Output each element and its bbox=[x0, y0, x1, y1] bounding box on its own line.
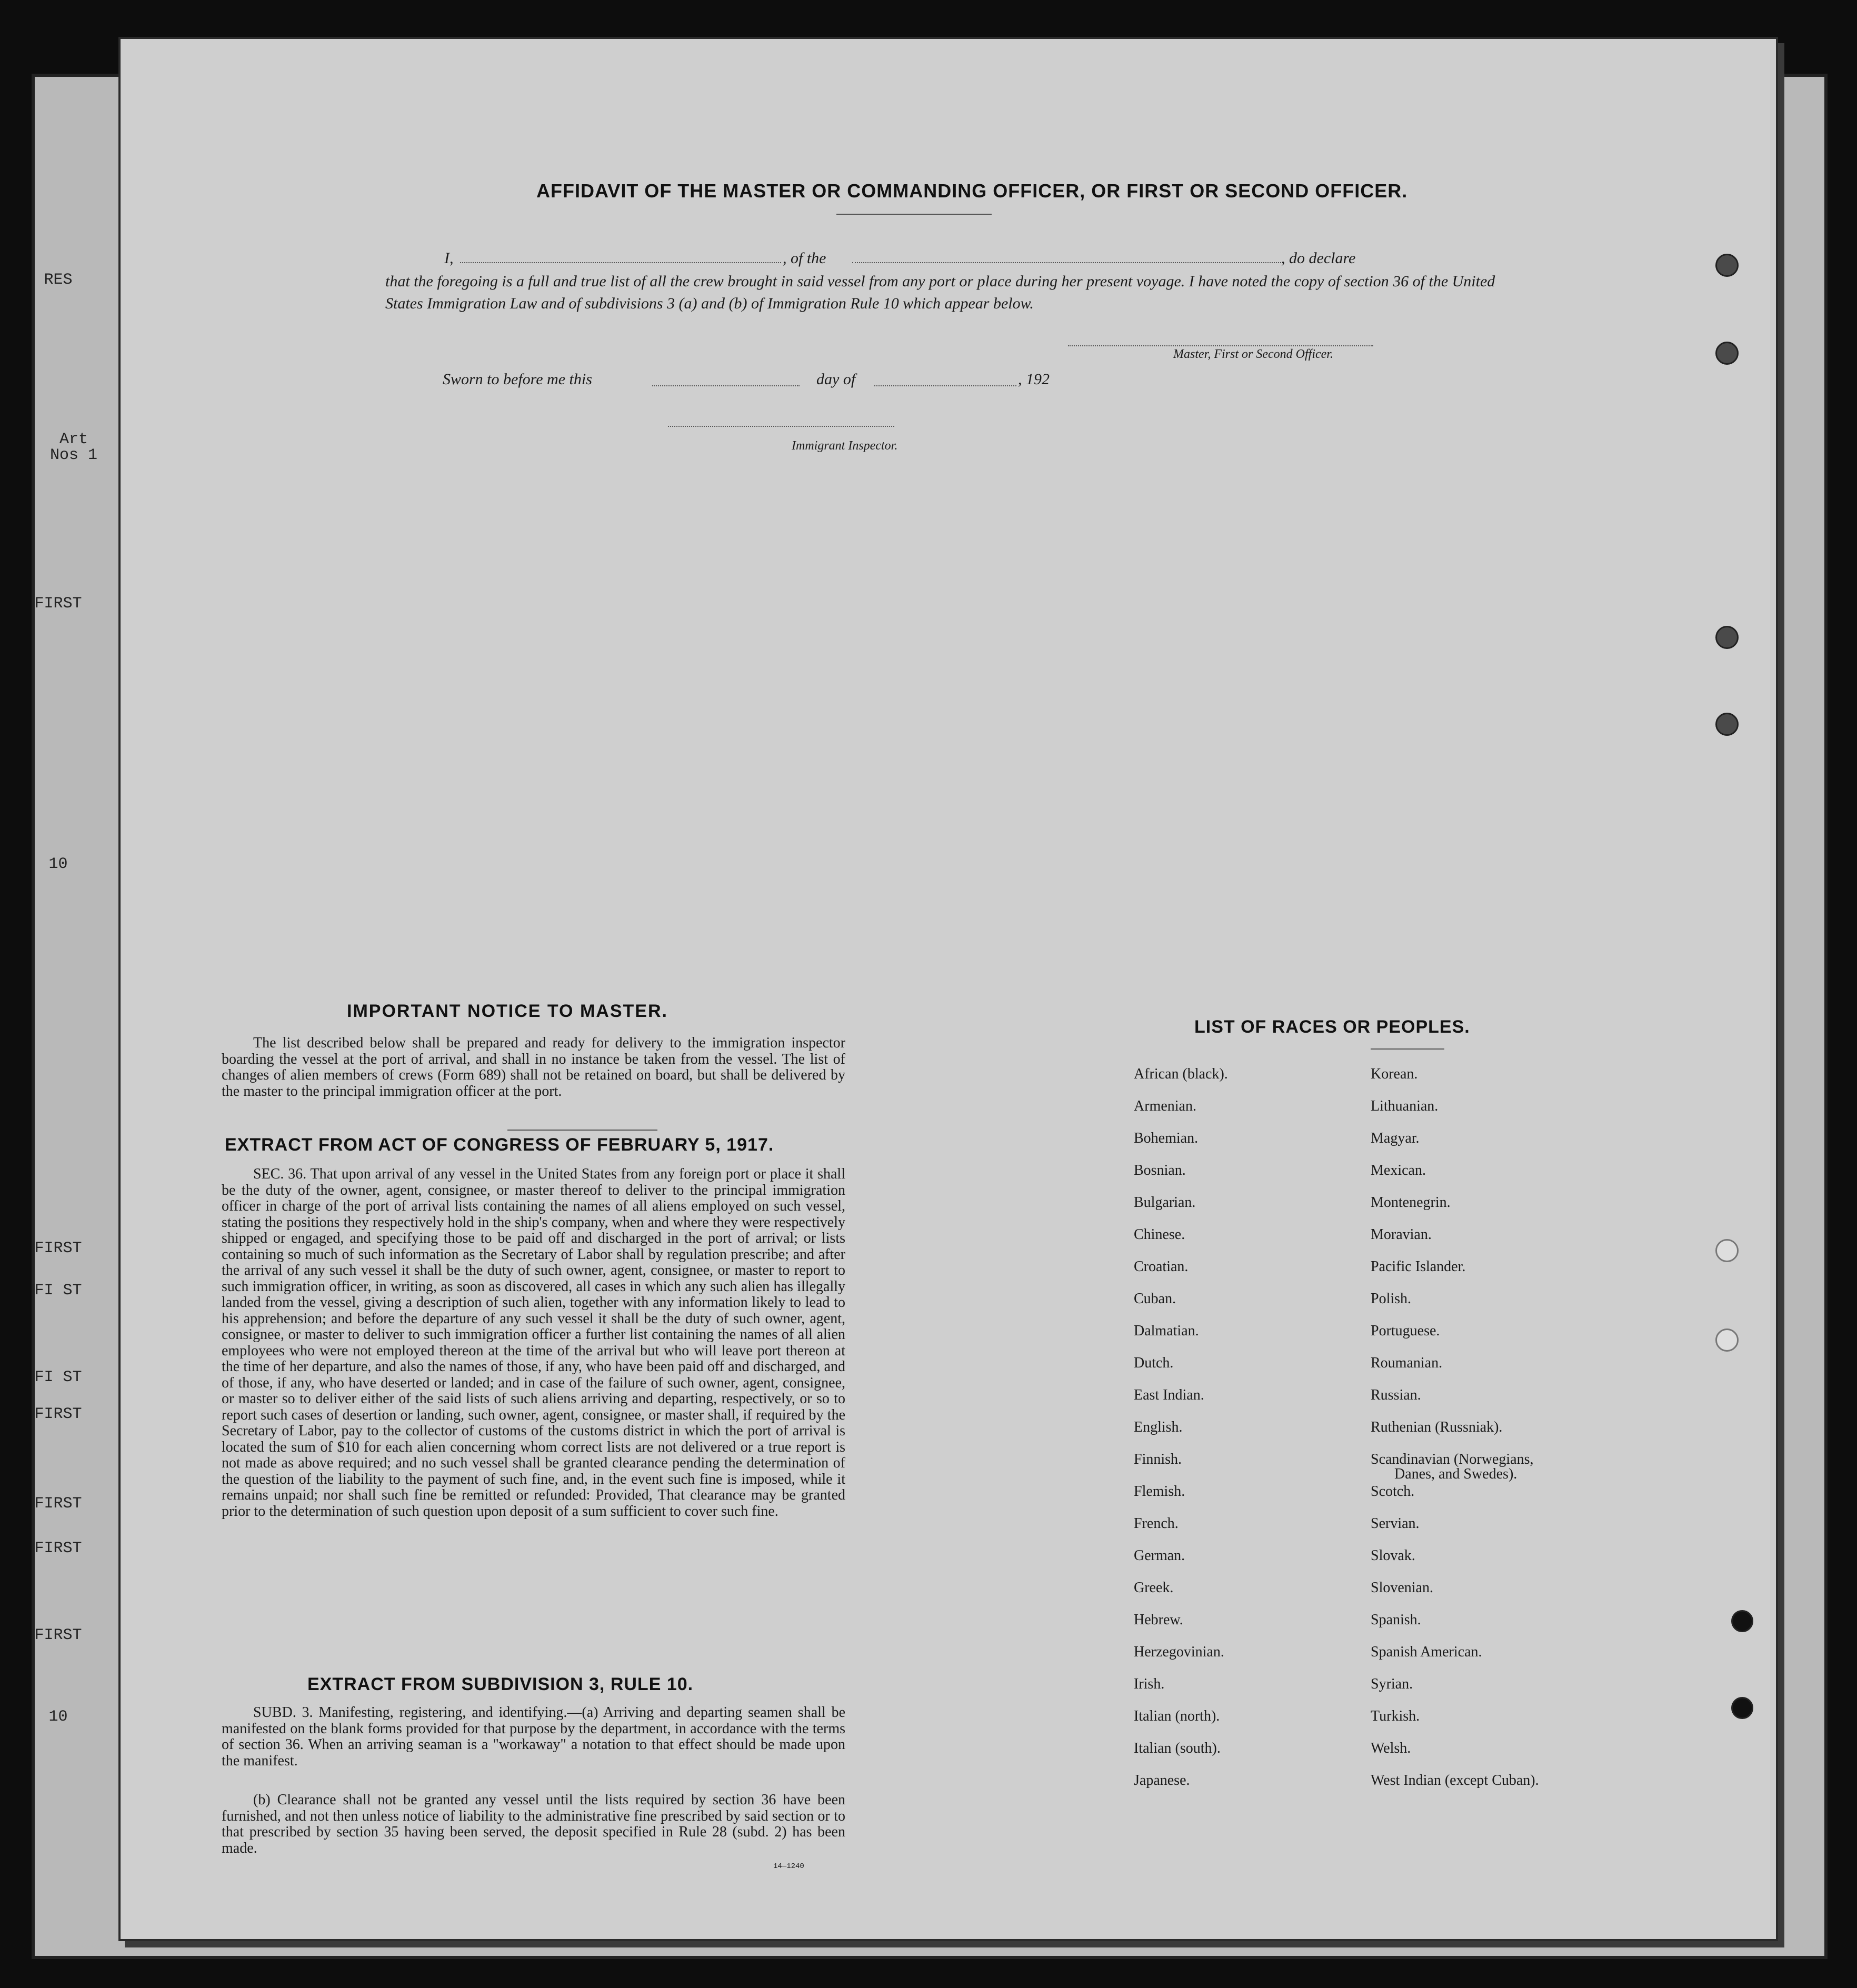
margin-fragment: FI ST bbox=[34, 1368, 82, 1386]
margin-fragment: 10 bbox=[48, 1708, 68, 1726]
vessel-blank bbox=[852, 248, 1281, 263]
month-blank bbox=[874, 371, 1016, 386]
race-item: Italian (south). bbox=[1134, 1740, 1221, 1756]
binder-hole bbox=[1731, 1610, 1753, 1632]
race-item: Montenegrin. bbox=[1371, 1194, 1451, 1211]
race-item: Korean. bbox=[1371, 1066, 1418, 1082]
race-item: Greek. bbox=[1134, 1580, 1174, 1596]
extract-rule-text-a: SUBD. 3. Manifesting, registering, and identifying.—(a) Arriving and departing seamen shall be manifested on the blank forms provided for that purpose by the department, in accordance with the terms of section 36. When an arriving seaman is a "workaway" a notation to that effect should be made upon the manifest. bbox=[222, 1704, 845, 1769]
race-item: Russian. bbox=[1371, 1387, 1421, 1403]
extract-rule-text-b: (b) Clearance shall not be granted any vessel until the lists required by section 36 have been furnished, and not then unless notice of liability to the administrative fine prescribed by said section or to that prescribed by section 35 having been served, the deposit specified in Rule 28 (subd. 2) has been made. bbox=[222, 1792, 845, 1856]
margin-fragment: Art Nos 1 bbox=[49, 431, 97, 464]
race-item: Magyar. bbox=[1371, 1130, 1420, 1146]
race-item: Dutch. bbox=[1134, 1355, 1174, 1371]
race-item: East Indian. bbox=[1134, 1387, 1204, 1403]
margin-fragment: RES bbox=[44, 271, 73, 289]
race-item: Mexican. bbox=[1371, 1162, 1426, 1178]
binder-hole bbox=[1715, 1239, 1739, 1262]
extract-act-text: SEC. 36. That upon arrival of any vessel in the United States from any foreign port or place it shall be the duty of the owner, agent, consignee, or master thereof to deliver to the principal immigration officer in charge of the port of arrival lists containing the names of all aliens employed on such vessel, stating the positions they respectively hold in the ship's company, when and where they were respectively shipped or engaged, and specifying those to be paid off and discharged in the port of arrival; or lists containing so much of such information as the Secretary of Labor shall by regulation prescribe; and after the arrival of any such vessel it shall be the duty of such owner, agent, consignee, or master to report to such immigration officer, in writing, as soon as discovered, all cases in which any such alien has illegally landed from the vessel, giving a description of such alien, together with any information likely to lead to his apprehension; and before the departure of any such vessel it shall be the duty of such owner, agent, consignee, or master to deliver to such immigration officer a further list containing the names of all alien employees who were not employed thereon at the time of the arrival but who will leave port thereon at the time of her departure, and also the names of those, if any, who have been paid off and discharged, and of those, if any, who have deserted or landed; and in case of the failure of such owner, agent, consignee, or master so to deliver either of the said lists of such aliens arriving and departing, respectively, or so to report such cases of desertion or landing, such owner, agent, consignee, or master shall, if required by the Secretary of Labor, pay to the collector of customs of the customs district in which the port of arrival is located the sum of $10 for each alien concerning whom correct lists are not delivered or a true report is not made as above required; and no such vessel shall be granted clearance pending the determination of the question of the liability to the payment of such fine, and, in the event such fine is imposed, while it remains unpaid; nor shall such fine be remitted or refunded: Provided, That clearance may be granted prior to the determination of such question upon deposit of a sum sufficient to cover such fine. bbox=[222, 1166, 845, 1520]
race-item: Syrian. bbox=[1371, 1676, 1413, 1692]
extract-act-title: EXTRACT FROM ACT OF CONGRESS OF FEBRUARY 5, 1917. bbox=[225, 1135, 774, 1155]
inspector-signature-blank bbox=[668, 415, 894, 427]
year-text: , 192 bbox=[1018, 371, 1050, 388]
race-item: Pacific Islander. bbox=[1371, 1258, 1466, 1275]
margin-fragment: FIRST bbox=[34, 1540, 82, 1557]
day-blank bbox=[652, 371, 800, 386]
race-item: Irish. bbox=[1134, 1676, 1165, 1692]
binder-hole bbox=[1715, 254, 1739, 277]
signer-caption: Master, First or Second Officer. bbox=[1173, 347, 1333, 361]
race-item: Spanish. bbox=[1371, 1612, 1421, 1628]
races-rule bbox=[1371, 1048, 1444, 1050]
race-item: Roumanian. bbox=[1371, 1355, 1443, 1371]
affidavit-body: that the foregoing is a full and true list of all the crew brought in said vessel from any port or place during her present voyage. I have noted the copy of section 36 of the United States Immigration Law and of subdivisions 3 (a) and (b) of Immigration Rule 10 which appear below. bbox=[385, 273, 1495, 312]
race-item: Ruthenian (Russniak). bbox=[1371, 1419, 1503, 1435]
affidavit-line-i: I, bbox=[444, 249, 454, 267]
race-item: Bulgarian. bbox=[1134, 1194, 1196, 1211]
race-item: Cuban. bbox=[1134, 1291, 1176, 1307]
race-item: Slovak. bbox=[1371, 1547, 1415, 1564]
race-item: Herzegovinian. bbox=[1134, 1644, 1224, 1660]
document-page bbox=[118, 37, 1778, 1941]
race-item: Servian. bbox=[1371, 1515, 1420, 1532]
affidavit-line-of-the: , of the bbox=[783, 249, 826, 267]
day-of-text: day of bbox=[816, 371, 856, 388]
binder-hole bbox=[1715, 713, 1739, 736]
binder-hole bbox=[1715, 626, 1739, 649]
race-item: Chinese. bbox=[1134, 1226, 1185, 1243]
race-item: French. bbox=[1134, 1515, 1179, 1532]
notice-title: IMPORTANT NOTICE TO MASTER. bbox=[347, 1001, 668, 1021]
race-item: African (black). bbox=[1134, 1066, 1228, 1082]
race-item: English. bbox=[1134, 1419, 1183, 1435]
binder-hole bbox=[1715, 342, 1739, 365]
race-item: Croatian. bbox=[1134, 1258, 1189, 1275]
sworn-text: Sworn to before me this bbox=[443, 371, 592, 388]
race-item: Scotch. bbox=[1371, 1483, 1415, 1500]
margin-fragment: FIRST bbox=[34, 595, 82, 613]
margin-fragment: FIRST bbox=[34, 1495, 82, 1513]
race-item: Bohemian. bbox=[1134, 1130, 1199, 1146]
race-item: Turkish. bbox=[1371, 1708, 1420, 1724]
race-item: Dalmatian. bbox=[1134, 1323, 1199, 1339]
binder-hole bbox=[1731, 1697, 1753, 1719]
race-item: Japanese. bbox=[1134, 1772, 1190, 1789]
race-item: Spanish American. bbox=[1371, 1644, 1482, 1660]
race-item: Polish. bbox=[1371, 1291, 1412, 1307]
margin-fragment: FI ST bbox=[34, 1282, 82, 1300]
section-rule bbox=[507, 1130, 657, 1131]
affidavit-line-declare: , do declare bbox=[1281, 249, 1356, 267]
race-item: German. bbox=[1134, 1547, 1185, 1564]
races-title: LIST OF RACES OR PEOPLES. bbox=[1194, 1017, 1470, 1037]
race-item: Danes, and Swedes). bbox=[1394, 1466, 1517, 1482]
race-item: Moravian. bbox=[1371, 1226, 1432, 1243]
race-item: Portuguese. bbox=[1371, 1323, 1440, 1339]
margin-fragment: 10 bbox=[48, 855, 68, 873]
race-item: Lithuanian. bbox=[1371, 1098, 1439, 1114]
margin-fragment: FIRST bbox=[34, 1626, 82, 1644]
notice-text: The list described below shall be prepared and ready for delivery to the immigration inspector boarding the vessel at the port of arrival, and shall in no instance be taken from the vessel. The list of changes of alien members of crews (Form 689) shall not be retained on board, but shall be delivered by the master to the principal immigration officer at the port. bbox=[222, 1035, 845, 1100]
extract-rule-title: EXTRACT FROM SUBDIVISION 3, RULE 10. bbox=[307, 1674, 694, 1694]
race-item: Hebrew. bbox=[1134, 1612, 1183, 1628]
inspector-caption: Immigrant Inspector. bbox=[792, 439, 898, 453]
name-blank bbox=[460, 248, 781, 263]
race-item: West Indian (except Cuban). bbox=[1371, 1772, 1539, 1789]
margin-fragment: FIRST bbox=[34, 1240, 82, 1257]
affidavit-title: AFFIDAVIT OF THE MASTER OR COMMANDING OFFICER, OR FIRST OR SECOND OFFICER. bbox=[536, 180, 1408, 202]
signature-blank bbox=[1068, 335, 1373, 346]
race-item: Bosnian. bbox=[1134, 1162, 1186, 1178]
race-item: Scandinavian (Norwegians, bbox=[1371, 1451, 1534, 1467]
binder-hole bbox=[1715, 1328, 1739, 1352]
margin-fragment: FIRST bbox=[34, 1405, 82, 1423]
race-item: Welsh. bbox=[1371, 1740, 1411, 1756]
race-item: Flemish. bbox=[1134, 1483, 1185, 1500]
race-item: Slovenian. bbox=[1371, 1580, 1433, 1596]
race-item: Italian (north). bbox=[1134, 1708, 1220, 1724]
race-item: Finnish. bbox=[1134, 1451, 1182, 1467]
title-rule bbox=[836, 214, 992, 215]
form-number: 14—1240 bbox=[773, 1862, 804, 1871]
race-item: Armenian. bbox=[1134, 1098, 1196, 1114]
